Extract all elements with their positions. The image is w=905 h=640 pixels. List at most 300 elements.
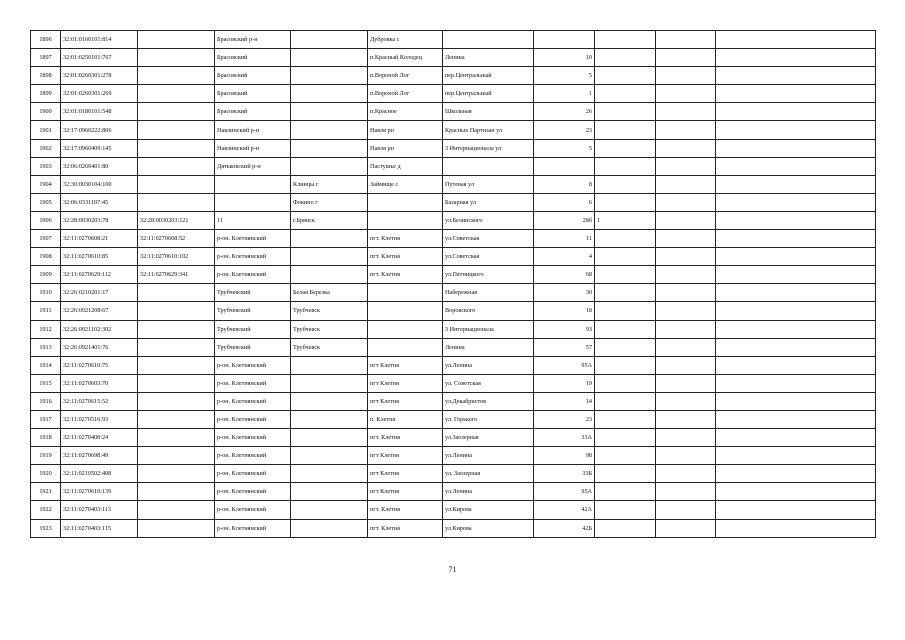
cell-extra-1 bbox=[595, 356, 656, 374]
cell-cadastral-number-2 bbox=[138, 410, 215, 428]
cell-district: р-он. Клетнянский bbox=[215, 410, 291, 428]
cell-house-number: 95А bbox=[534, 356, 595, 374]
cell-street: ул.Пятницкого bbox=[443, 266, 534, 284]
cell-street: ул.Советская bbox=[443, 248, 534, 266]
cell-settlement: п. Клетня bbox=[368, 410, 443, 428]
cell-city: Трубчевск bbox=[291, 338, 368, 356]
cell-cadastral-number: 32:01:0260301:278 bbox=[61, 67, 138, 85]
cell-settlement: пгт. Клетня bbox=[368, 429, 443, 447]
cell-cadastral-number-2 bbox=[138, 49, 215, 67]
table-row bbox=[31, 211, 876, 229]
cell-cadastral-number: 32:01:0180101:548 bbox=[61, 103, 138, 121]
cell-cadastral-number-2 bbox=[138, 374, 215, 392]
cell-cadastral-number-2: 32:11:0270610:102 bbox=[138, 248, 215, 266]
cell-district: р-он. Клетнянский bbox=[215, 447, 291, 465]
cell-cadastral-number-2 bbox=[138, 501, 215, 519]
cell-extra-3 bbox=[716, 483, 876, 501]
cell-extra-1 bbox=[595, 248, 656, 266]
cell-settlement: пгт. Клетня bbox=[368, 248, 443, 266]
cell-cadastral-number: 32:06:0260401:80 bbox=[61, 157, 138, 175]
cell-cadastral-number-2: 32:11:0270629:341 bbox=[138, 266, 215, 284]
cell-cadastral-number-2 bbox=[138, 139, 215, 157]
cell-street: ул. Заозерная bbox=[443, 465, 534, 483]
cell-settlement: п.Красное bbox=[368, 103, 443, 121]
cell-district: Брасовский bbox=[215, 103, 291, 121]
cell-street: ул.Кирова bbox=[443, 519, 534, 537]
cell-settlement: п.Вороной Лог bbox=[368, 85, 443, 103]
cell-district: Трубчевский bbox=[215, 302, 291, 320]
cell-settlement: пгт Клетня bbox=[368, 483, 443, 501]
cell-settlement bbox=[368, 193, 443, 211]
table-row bbox=[31, 266, 876, 284]
cell-city bbox=[291, 85, 368, 103]
cell-district: Брасовский р-н bbox=[215, 31, 291, 49]
cell-city bbox=[291, 392, 368, 410]
cell-house-number: 1 bbox=[534, 85, 595, 103]
cell-extra-2 bbox=[656, 193, 716, 211]
cell-extra-2 bbox=[656, 49, 716, 67]
cell-extra-3 bbox=[716, 392, 876, 410]
cell-cadastral-number: 32:11:0270608:21 bbox=[61, 230, 138, 248]
cell-city bbox=[291, 49, 368, 67]
cell-extra-2 bbox=[656, 284, 716, 302]
cell-settlement bbox=[368, 302, 443, 320]
cell-extra-1 bbox=[595, 49, 656, 67]
cell-row-number: 1909 bbox=[31, 266, 61, 284]
cell-row-number: 1898 bbox=[31, 67, 61, 85]
cell-settlement bbox=[368, 284, 443, 302]
cell-city bbox=[291, 157, 368, 175]
cell-extra-3 bbox=[716, 230, 876, 248]
cell-cadastral-number: 32:11:0270408:24 bbox=[61, 429, 138, 447]
cell-street: 3 Интернационала bbox=[443, 320, 534, 338]
cell-cadastral-number-2 bbox=[138, 302, 215, 320]
table-row bbox=[31, 103, 876, 121]
cell-extra-3 bbox=[716, 31, 876, 49]
cell-city bbox=[291, 429, 368, 447]
cell-cadastral-number: 32:11:0270603:70 bbox=[61, 374, 138, 392]
cell-extra-1 bbox=[595, 501, 656, 519]
cell-row-number: 1897 bbox=[31, 49, 61, 67]
cell-extra-1 bbox=[595, 67, 656, 85]
cell-district: Навлинский р-н bbox=[215, 121, 291, 139]
cell-settlement: Навля рп bbox=[368, 121, 443, 139]
cell-settlement: пгт. Клетня bbox=[368, 519, 443, 537]
cell-cadastral-number: 32:26:0921401:76 bbox=[61, 338, 138, 356]
cell-city: Клинцы г bbox=[291, 175, 368, 193]
cell-district: Трубчевский bbox=[215, 320, 291, 338]
cell-district: р-он. Клетнянский bbox=[215, 465, 291, 483]
registry-table bbox=[30, 30, 876, 538]
cell-cadastral-number: 32:11:0270516:93 bbox=[61, 410, 138, 428]
cell-district: Трубчевский bbox=[215, 338, 291, 356]
cell-city bbox=[291, 374, 368, 392]
cell-settlement: п.Красный Колодец bbox=[368, 49, 443, 67]
cell-cadastral-number-2 bbox=[138, 85, 215, 103]
cell-extra-3 bbox=[716, 284, 876, 302]
cell-street: пер.Центральный bbox=[443, 67, 534, 85]
cell-row-number: 1908 bbox=[31, 248, 61, 266]
cell-extra-3 bbox=[716, 429, 876, 447]
cell-street: ул.Ленина bbox=[443, 356, 534, 374]
cell-extra-2 bbox=[656, 266, 716, 284]
cell-extra-3 bbox=[716, 465, 876, 483]
table-row bbox=[31, 230, 876, 248]
cell-house-number: 42Б bbox=[534, 519, 595, 537]
cell-settlement: Пастушье д bbox=[368, 157, 443, 175]
cell-house-number: 93 bbox=[534, 320, 595, 338]
cell-extra-2 bbox=[656, 31, 716, 49]
cell-row-number: 1906 bbox=[31, 211, 61, 229]
cell-city bbox=[291, 483, 368, 501]
cell-street: Путевая ул bbox=[443, 175, 534, 193]
cell-row-number: 1911 bbox=[31, 302, 61, 320]
cell-house-number: 19 bbox=[534, 374, 595, 392]
cell-city: Белая Березка bbox=[291, 284, 368, 302]
cell-house-number: 68 bbox=[534, 266, 595, 284]
table-row bbox=[31, 320, 876, 338]
cell-row-number: 1903 bbox=[31, 157, 61, 175]
cell-extra-1 bbox=[595, 320, 656, 338]
cell-extra-1 bbox=[595, 465, 656, 483]
cell-extra-3 bbox=[716, 501, 876, 519]
cell-district: Брасовский bbox=[215, 85, 291, 103]
table-row bbox=[31, 193, 876, 211]
cell-street: ул. Горького bbox=[443, 410, 534, 428]
cell-street: ул. Советская bbox=[443, 374, 534, 392]
cell-extra-1 bbox=[595, 374, 656, 392]
cell-street: ул.Ленина bbox=[443, 483, 534, 501]
cell-street: Ленина bbox=[443, 49, 534, 67]
cell-extra-2 bbox=[656, 465, 716, 483]
cell-house-number: 4 bbox=[534, 248, 595, 266]
cell-district bbox=[215, 175, 291, 193]
cell-cadastral-number-2 bbox=[138, 193, 215, 211]
cell-extra-3 bbox=[716, 320, 876, 338]
cell-street: Ленина bbox=[443, 338, 534, 356]
cell-district: Брасовский bbox=[215, 49, 291, 67]
cell-extra-2 bbox=[656, 356, 716, 374]
cell-cadastral-number: 32:11:0270610:139 bbox=[61, 483, 138, 501]
cell-row-number: 1902 bbox=[31, 139, 61, 157]
cell-settlement: пгт Клетня bbox=[368, 356, 443, 374]
cell-extra-1 bbox=[595, 230, 656, 248]
table-row bbox=[31, 157, 876, 175]
cell-city bbox=[291, 410, 368, 428]
page-number: 71 bbox=[448, 565, 457, 574]
cell-row-number: 1907 bbox=[31, 230, 61, 248]
table-row bbox=[31, 410, 876, 428]
cell-row-number: 1923 bbox=[31, 519, 61, 537]
cell-row-number: 1901 bbox=[31, 121, 61, 139]
cell-street: пер.Центральный bbox=[443, 85, 534, 103]
cell-street bbox=[443, 157, 534, 175]
cell-extra-3 bbox=[716, 519, 876, 537]
cell-cadastral-number: 32:11:0270615:52 bbox=[61, 392, 138, 410]
cell-extra-1 bbox=[595, 139, 656, 157]
cell-extra-3 bbox=[716, 410, 876, 428]
cell-street: ул.Ленина bbox=[443, 447, 534, 465]
cell-extra-2 bbox=[656, 121, 716, 139]
cell-district: Дятьковский р-н bbox=[215, 157, 291, 175]
cell-row-number: 1916 bbox=[31, 392, 61, 410]
cell-extra-2 bbox=[656, 67, 716, 85]
cell-extra-3 bbox=[716, 356, 876, 374]
cell-district: р-он. Клетнянский bbox=[215, 230, 291, 248]
cell-cadastral-number: 32:01:0250101:767 bbox=[61, 49, 138, 67]
cell-cadastral-number-2: 32:28:0030203:121 bbox=[138, 211, 215, 229]
cell-cadastral-number-2 bbox=[138, 31, 215, 49]
cell-settlement: Займище с bbox=[368, 175, 443, 193]
cell-extra-1 bbox=[595, 193, 656, 211]
cell-cadastral-number: 32:30:0030104:100 bbox=[61, 175, 138, 193]
table-row bbox=[31, 519, 876, 537]
cell-house-number: 33А bbox=[534, 429, 595, 447]
cell-cadastral-number: 32:06:0331107:45 bbox=[61, 193, 138, 211]
cell-city bbox=[291, 31, 368, 49]
cell-cadastral-number-2 bbox=[138, 284, 215, 302]
cell-cadastral-number: 32:11:0270403:113 bbox=[61, 501, 138, 519]
cell-city bbox=[291, 103, 368, 121]
cell-extra-2 bbox=[656, 139, 716, 157]
cell-extra-3 bbox=[716, 447, 876, 465]
cell-cadastral-number: 32:01:0260301:269 bbox=[61, 85, 138, 103]
cell-street: ул.Кирова bbox=[443, 501, 534, 519]
cell-city bbox=[291, 519, 368, 537]
cell-extra-1 bbox=[595, 302, 656, 320]
cell-house-number: 11 bbox=[534, 230, 595, 248]
cell-row-number: 1914 bbox=[31, 356, 61, 374]
cell-extra-3 bbox=[716, 85, 876, 103]
cell-cadastral-number: 32:11:0270698:49 bbox=[61, 447, 138, 465]
table-row bbox=[31, 356, 876, 374]
cell-extra-2 bbox=[656, 519, 716, 537]
cell-district: Трубчевский bbox=[215, 284, 291, 302]
cell-cadastral-number-2 bbox=[138, 447, 215, 465]
cell-street: ул.Заозерная bbox=[443, 429, 534, 447]
cell-cadastral-number: 32:11:0270610:75 bbox=[61, 356, 138, 374]
cell-extra-3 bbox=[716, 211, 876, 229]
cell-street: Набережная bbox=[443, 284, 534, 302]
cell-extra-3 bbox=[716, 103, 876, 121]
cell-street: ул.Советская bbox=[443, 230, 534, 248]
cell-district: 11 bbox=[215, 211, 291, 229]
table-row bbox=[31, 465, 876, 483]
cell-house-number: 57 bbox=[534, 338, 595, 356]
cell-row-number: 1910 bbox=[31, 284, 61, 302]
table-row bbox=[31, 374, 876, 392]
cell-row-number: 1922 bbox=[31, 501, 61, 519]
cell-cadastral-number-2 bbox=[138, 429, 215, 447]
cell-extra-1 bbox=[595, 410, 656, 428]
cell-house-number: 33Б bbox=[534, 465, 595, 483]
cell-extra-1 bbox=[595, 429, 656, 447]
cell-extra-2 bbox=[656, 248, 716, 266]
cell-house-number: 8 bbox=[534, 175, 595, 193]
cell-extra-1: 1 bbox=[595, 211, 656, 229]
cell-district: р-он. Клетнянский bbox=[215, 374, 291, 392]
cell-settlement: пгт Клетня bbox=[368, 447, 443, 465]
cell-settlement: п.Вороной Лог bbox=[368, 67, 443, 85]
cell-house-number: 23 bbox=[534, 410, 595, 428]
cell-city bbox=[291, 248, 368, 266]
cell-cadastral-number-2 bbox=[138, 483, 215, 501]
cell-row-number: 1896 bbox=[31, 31, 61, 49]
cell-cadastral-number: 32:11:0210502:408 bbox=[61, 465, 138, 483]
cell-settlement: Дубровка с bbox=[368, 31, 443, 49]
cell-settlement: пгт. Клетня bbox=[368, 501, 443, 519]
cell-settlement bbox=[368, 320, 443, 338]
cell-extra-3 bbox=[716, 338, 876, 356]
cell-row-number: 1913 bbox=[31, 338, 61, 356]
cell-house-number: 10 bbox=[534, 49, 595, 67]
cell-cadastral-number-2: 32:11:0270608:52 bbox=[138, 230, 215, 248]
cell-house-number: 6 bbox=[534, 193, 595, 211]
cell-cadastral-number-2 bbox=[138, 67, 215, 85]
cell-settlement: пгт Клетня bbox=[368, 374, 443, 392]
cell-street: Красных Партизан ул bbox=[443, 121, 534, 139]
cell-city: Фокино г bbox=[291, 193, 368, 211]
cell-settlement: пгт Клетня bbox=[368, 465, 443, 483]
table-row bbox=[31, 392, 876, 410]
cell-extra-2 bbox=[656, 410, 716, 428]
cell-street: ул.Белинского bbox=[443, 211, 534, 229]
cell-extra-1 bbox=[595, 103, 656, 121]
cell-cadastral-number-2 bbox=[138, 320, 215, 338]
cell-district: Брасовский bbox=[215, 67, 291, 85]
cell-extra-2 bbox=[656, 85, 716, 103]
cell-house-number bbox=[534, 31, 595, 49]
cell-cadastral-number: 32:17:0960409:145 bbox=[61, 139, 138, 157]
cell-extra-2 bbox=[656, 374, 716, 392]
cell-row-number: 1899 bbox=[31, 85, 61, 103]
cell-cadastral-number-2 bbox=[138, 157, 215, 175]
table-row bbox=[31, 175, 876, 193]
cell-settlement: Навля рп bbox=[368, 139, 443, 157]
cell-city bbox=[291, 266, 368, 284]
cell-cadastral-number-2 bbox=[138, 519, 215, 537]
cell-cadastral-number: 32:11:0270403:115 bbox=[61, 519, 138, 537]
cell-cadastral-number: 32:11:0270610:85 bbox=[61, 248, 138, 266]
cell-house-number: 5 bbox=[534, 139, 595, 157]
cell-extra-2 bbox=[656, 429, 716, 447]
cell-extra-1 bbox=[595, 31, 656, 49]
table-row bbox=[31, 139, 876, 157]
cell-extra-2 bbox=[656, 230, 716, 248]
cell-city bbox=[291, 465, 368, 483]
cell-cadastral-number: 32:26:0921102:302 bbox=[61, 320, 138, 338]
cell-cadastral-number: 32:26:0921208:67 bbox=[61, 302, 138, 320]
cell-cadastral-number: 32:11:0270629:112 bbox=[61, 266, 138, 284]
cell-row-number: 1921 bbox=[31, 483, 61, 501]
cell-street bbox=[443, 31, 534, 49]
cell-extra-2 bbox=[656, 320, 716, 338]
cell-house-number: 18 bbox=[534, 302, 595, 320]
cell-district bbox=[215, 193, 291, 211]
cell-extra-1 bbox=[595, 175, 656, 193]
cell-extra-3 bbox=[716, 49, 876, 67]
cell-house-number: 26 bbox=[534, 103, 595, 121]
cell-row-number: 1920 bbox=[31, 465, 61, 483]
cell-extra-1 bbox=[595, 284, 656, 302]
cell-district: р-он. Клетнянский bbox=[215, 483, 291, 501]
cell-extra-3 bbox=[716, 248, 876, 266]
cell-cadastral-number: 32:28:0030203:78 bbox=[61, 211, 138, 229]
cell-row-number: 1900 bbox=[31, 103, 61, 121]
table-row bbox=[31, 501, 876, 519]
cell-settlement: пгт. Клетня bbox=[368, 230, 443, 248]
cell-house-number: 98 bbox=[534, 447, 595, 465]
table-row bbox=[31, 67, 876, 85]
cell-house-number: 23 bbox=[534, 121, 595, 139]
cell-street: Школьная bbox=[443, 103, 534, 121]
cell-extra-2 bbox=[656, 175, 716, 193]
cell-house-number bbox=[534, 157, 595, 175]
cell-city: Трубчевск bbox=[291, 320, 368, 338]
cell-cadastral-number: 32:17:0960222:806 bbox=[61, 121, 138, 139]
cell-cadastral-number-2 bbox=[138, 103, 215, 121]
cell-house-number: 42А bbox=[534, 501, 595, 519]
cell-district: р-он. Клетнянский bbox=[215, 501, 291, 519]
cell-extra-2 bbox=[656, 483, 716, 501]
cell-city bbox=[291, 501, 368, 519]
table-row bbox=[31, 121, 876, 139]
table-body bbox=[31, 31, 876, 538]
cell-extra-2 bbox=[656, 447, 716, 465]
table-row bbox=[31, 248, 876, 266]
cell-extra-1 bbox=[595, 121, 656, 139]
cell-house-number: 14 bbox=[534, 392, 595, 410]
cell-house-number: 95А bbox=[534, 483, 595, 501]
cell-district: р-он. Клетнянский bbox=[215, 429, 291, 447]
cell-extra-1 bbox=[595, 85, 656, 103]
cell-extra-2 bbox=[656, 392, 716, 410]
cell-city: Трубчевск bbox=[291, 302, 368, 320]
cell-city: г.Брянск bbox=[291, 211, 368, 229]
cell-cadastral-number: 32:01:0160101:814 bbox=[61, 31, 138, 49]
table-row bbox=[31, 483, 876, 501]
table-row bbox=[31, 302, 876, 320]
table-row bbox=[31, 31, 876, 49]
table-row bbox=[31, 284, 876, 302]
cell-extra-3 bbox=[716, 157, 876, 175]
table-row bbox=[31, 49, 876, 67]
cell-extra-2 bbox=[656, 501, 716, 519]
cell-row-number: 1918 bbox=[31, 429, 61, 447]
cell-cadastral-number-2 bbox=[138, 121, 215, 139]
cell-cadastral-number-2 bbox=[138, 175, 215, 193]
cell-street: Базарная ул bbox=[443, 193, 534, 211]
cell-cadastral-number-2 bbox=[138, 465, 215, 483]
cell-extra-1 bbox=[595, 157, 656, 175]
cell-extra-1 bbox=[595, 447, 656, 465]
cell-extra-2 bbox=[656, 211, 716, 229]
cell-extra-3 bbox=[716, 139, 876, 157]
cell-city bbox=[291, 67, 368, 85]
cell-row-number: 1915 bbox=[31, 374, 61, 392]
cell-city bbox=[291, 447, 368, 465]
cell-extra-3 bbox=[716, 67, 876, 85]
cell-extra-3 bbox=[716, 374, 876, 392]
cell-house-number: 5 bbox=[534, 67, 595, 85]
cell-extra-3 bbox=[716, 266, 876, 284]
cell-district: р-он. Клетнянский bbox=[215, 266, 291, 284]
cell-extra-3 bbox=[716, 121, 876, 139]
cell-row-number: 1912 bbox=[31, 320, 61, 338]
cell-city bbox=[291, 139, 368, 157]
table-row bbox=[31, 429, 876, 447]
cell-row-number: 1917 bbox=[31, 410, 61, 428]
